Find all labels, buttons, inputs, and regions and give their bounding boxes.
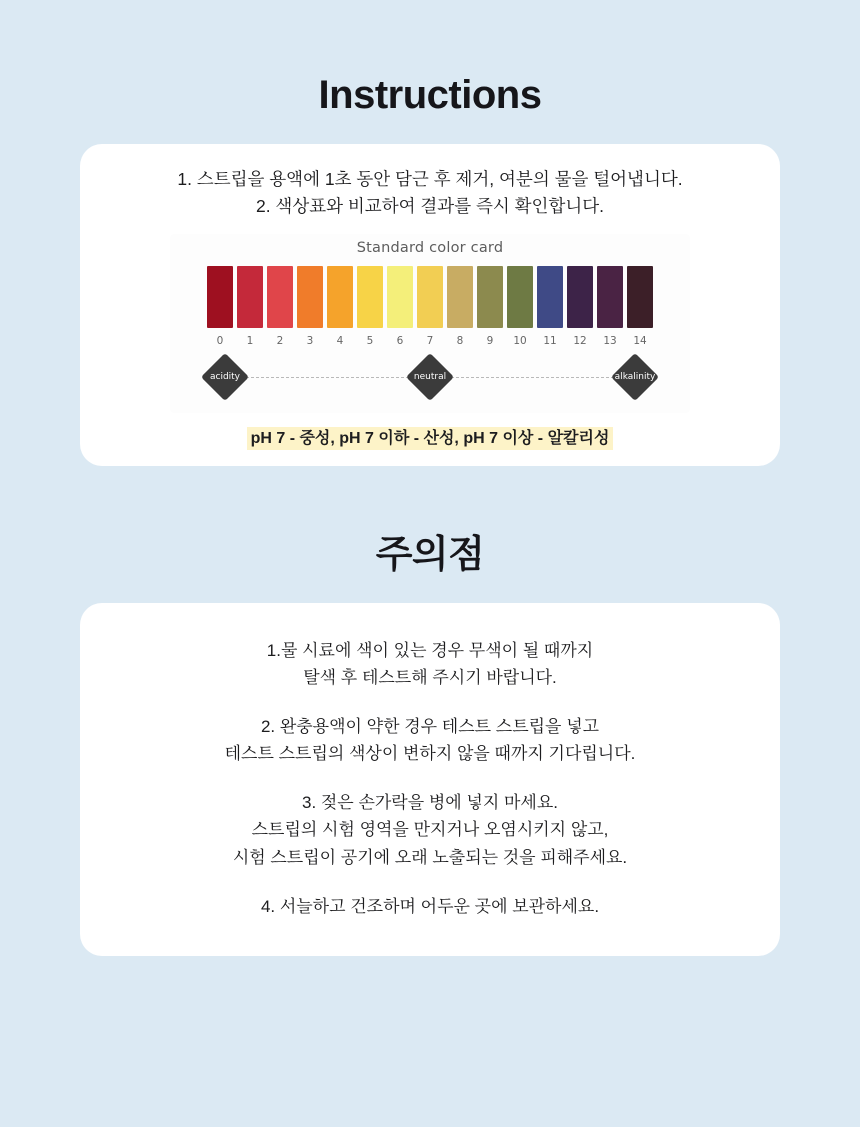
color-swatch-9 — [477, 266, 503, 328]
ph-number-11: 11 — [543, 334, 557, 347]
ph-number-12: 12 — [573, 334, 587, 347]
color-swatch-2 — [267, 266, 293, 328]
color-swatch-13 — [597, 266, 623, 328]
page-title-instructions: Instructions — [318, 72, 542, 117]
marker-neutral — [406, 353, 454, 401]
marker-alkalinity — [611, 353, 659, 401]
caution-group-4 — [106, 893, 754, 920]
color-swatch-row — [178, 266, 682, 328]
marker-neutral-label: neutral — [413, 371, 447, 382]
standard-color-card — [170, 234, 690, 413]
color-swatch-12 — [567, 266, 593, 328]
instruction-step-2: 2. 색상표와 비교하여 결과를 즉시 확인합니다. — [255, 195, 605, 216]
color-swatch-4 — [327, 266, 353, 328]
caution-line-3-3: 시험 스트립이 공기에 오래 노출되는 것을 피해주세요. — [232, 847, 628, 867]
ph-number-10: 10 — [513, 334, 527, 347]
color-swatch-7 — [417, 266, 443, 328]
page-title-cautions: 주의점 — [375, 534, 485, 577]
ph-scale — [178, 353, 682, 403]
color-swatch-1 — [237, 266, 263, 328]
ph-number-1: 1 — [246, 334, 254, 347]
ph-number-2: 2 — [276, 334, 284, 347]
ph-number-7: 7 — [426, 334, 434, 347]
caution-list — [106, 637, 754, 921]
page — [0, 27, 860, 1127]
caution-line-2-2: 테스트 스트립의 색상이 변하지 않을 때까지 기다립니다. — [224, 744, 636, 764]
caution-line-4-1: 4. 서늘하고 건조하며 어두운 곳에 보관하세요. — [260, 896, 600, 916]
caution-line-1-1: 1.물 시료에 색이 있는 경우 무색이 될 때까지 — [266, 640, 594, 660]
caution-group-2 — [106, 713, 754, 767]
instruction-steps — [100, 166, 760, 220]
caution-line-2-1: 2. 완충용액이 약한 경우 테스트 스트립을 넣고 — [260, 716, 600, 736]
ph-number-row — [178, 335, 682, 347]
color-swatch-6 — [387, 266, 413, 328]
ph-note-text: pH 7 - 중성, pH 7 이하 - 산성, pH 7 이상 - 알칼리성 — [247, 427, 614, 450]
marker-acidity-label: acidity — [209, 371, 241, 382]
instructions-card — [80, 144, 780, 466]
color-swatch-0 — [207, 266, 233, 328]
cautions-card — [80, 603, 780, 957]
marker-alkalinity-label: alkalinity — [614, 371, 656, 382]
color-swatch-10 — [507, 266, 533, 328]
ph-number-5: 5 — [366, 334, 374, 347]
ph-number-13: 13 — [603, 334, 617, 347]
color-swatch-5 — [357, 266, 383, 328]
color-swatch-8 — [447, 266, 473, 328]
caution-line-3-1: 3. 젖은 손가락을 병에 넣지 마세요. — [301, 793, 558, 813]
ph-number-8: 8 — [456, 334, 464, 347]
ph-number-9: 9 — [486, 334, 494, 347]
caution-line-1-2: 탈색 후 테스트해 주시기 바랍니다. — [303, 667, 557, 687]
caution-group-3 — [106, 789, 754, 871]
color-card-title: Standard color card — [356, 239, 504, 256]
ph-number-4: 4 — [336, 334, 344, 347]
instruction-step-1: 1. 스트립을 용액에 1초 동안 담근 후 제거, 여분의 물을 털어냅니다. — [177, 168, 683, 189]
marker-acidity — [201, 353, 249, 401]
ph-number-14: 14 — [633, 334, 647, 347]
ph-number-3: 3 — [306, 334, 314, 347]
ph-note — [100, 425, 760, 448]
ph-number-0: 0 — [216, 334, 224, 347]
ph-number-6: 6 — [396, 334, 404, 347]
color-swatch-14 — [627, 266, 653, 328]
caution-group-1 — [106, 637, 754, 691]
caution-line-3-2: 스트립의 시험 영역을 만지거나 오염시키지 않고, — [251, 820, 609, 840]
color-swatch-11 — [537, 266, 563, 328]
color-swatch-3 — [297, 266, 323, 328]
